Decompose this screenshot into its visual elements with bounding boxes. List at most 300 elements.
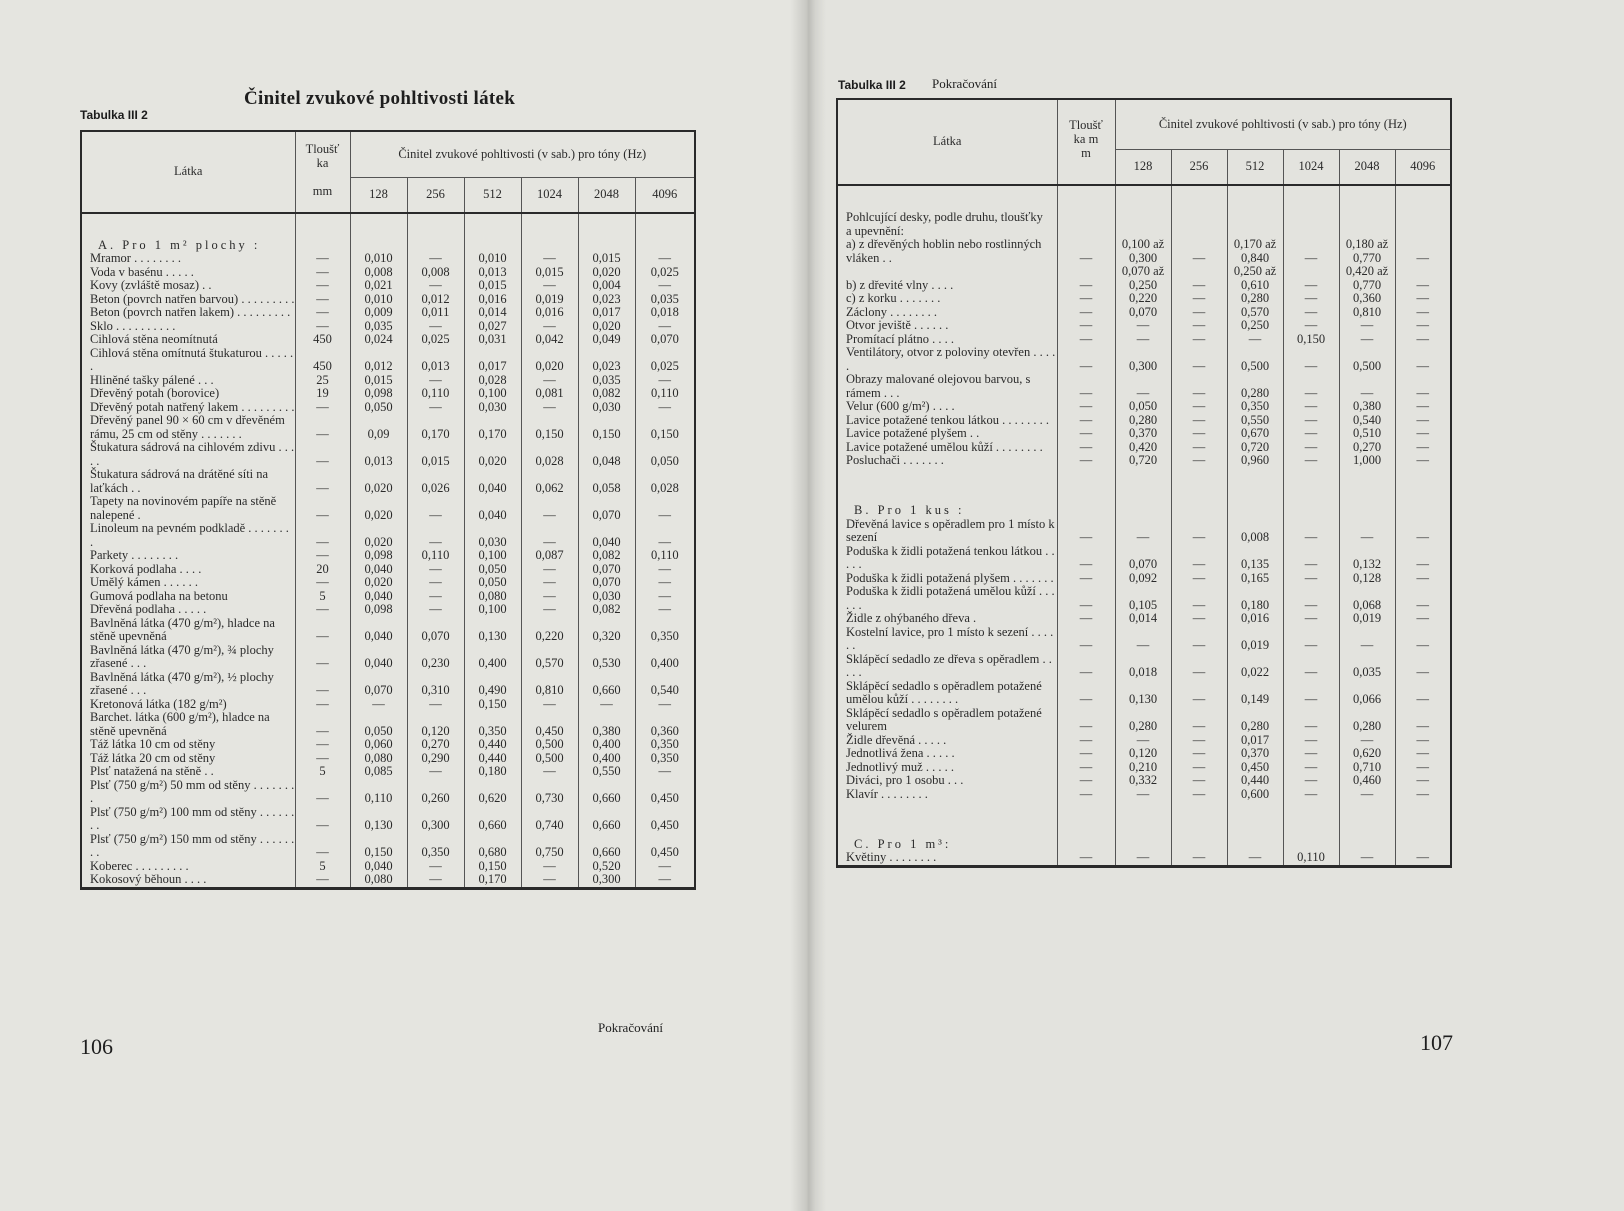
section-title: B. Pro 1 kus : xyxy=(854,503,965,517)
value-cell: 0,360 xyxy=(1339,292,1395,306)
value-cell: 0,070 až 0,250 xyxy=(1115,265,1171,292)
value-cell: — xyxy=(521,252,578,266)
material-name: Barchet. látka (600 g/m²), hladce na stěně upevněná xyxy=(90,710,270,738)
value-cell: 0,030 xyxy=(578,401,635,415)
value-cell: — xyxy=(1339,373,1395,400)
value-cell: 0,031 xyxy=(464,333,521,347)
value-cell: — xyxy=(407,603,464,617)
value-cell: — xyxy=(1339,333,1395,347)
table-row xyxy=(837,761,1451,775)
table-label: Tabulka III 2 xyxy=(838,78,906,92)
value-cell: 0,350 xyxy=(407,833,464,860)
material-name: Koberec . . . . . . . . . xyxy=(90,858,189,873)
material-name: Voda v basénu . . . . . xyxy=(90,264,194,279)
thickness-cell: — xyxy=(295,671,350,698)
material-name: Hliněné tašky pálené . . . xyxy=(90,372,214,387)
table-row xyxy=(81,495,695,522)
value-cell: — xyxy=(1395,373,1451,400)
value-cell: — xyxy=(521,279,578,293)
value-cell: 0,008 xyxy=(407,266,464,280)
value-cell: — xyxy=(407,563,464,577)
value-cell: 0,016 xyxy=(1227,612,1283,626)
thickness-cell: — xyxy=(1057,427,1115,441)
header-freq-4096: 4096 xyxy=(635,177,695,213)
value-cell: 0,014 xyxy=(464,306,521,320)
table-row xyxy=(837,441,1451,455)
value-cell: 0,013 xyxy=(407,347,464,374)
material-name: b) z dřevité vlny . . . . xyxy=(846,277,954,292)
value-cell: 0,014 xyxy=(1115,612,1171,626)
value-cell: 0,050 xyxy=(464,576,521,590)
table-row xyxy=(837,680,1451,707)
table-row xyxy=(81,374,695,388)
value-cell: — xyxy=(1283,292,1339,306)
value-cell: 0,110 xyxy=(350,779,407,806)
header-coef: Činitel zvukové pohltivosti (v sab.) pro tóny (Hz) xyxy=(1115,99,1451,149)
material-name: Otvor jeviště . . . . . . xyxy=(846,318,949,332)
value-cell: 0,013 xyxy=(464,266,521,280)
value-cell: — xyxy=(1283,585,1339,612)
value-cell: 0,040 xyxy=(350,860,407,874)
value-cell: 0,510 xyxy=(1339,427,1395,441)
material-name: Tapety na novinovém papíře na stěně nalepené . xyxy=(90,494,277,522)
value-cell: 0,149 xyxy=(1227,680,1283,707)
thickness-cell: 5 xyxy=(295,860,350,874)
value-cell: 0,028 xyxy=(635,468,695,495)
value-cell: 0,020 xyxy=(578,320,635,334)
thickness-cell: — xyxy=(1057,265,1115,292)
value-cell: 0,150 xyxy=(350,833,407,860)
header-freq-128: 128 xyxy=(1115,149,1171,185)
thickness-cell: — xyxy=(1057,441,1115,455)
value-cell: 0,170 xyxy=(464,414,521,441)
value-cell: 0,019 xyxy=(1339,612,1395,626)
value-cell: — xyxy=(1283,454,1339,468)
value-cell: 0,750 xyxy=(521,833,578,860)
header-thickness-label: Tloušťka mm xyxy=(1069,118,1103,160)
thickness-cell: 450 xyxy=(295,347,350,374)
value-cell: 0,570 xyxy=(521,644,578,671)
value-cell: 0,170 xyxy=(407,414,464,441)
value-cell: 0,132 xyxy=(1339,545,1395,572)
material-name: Velur (600 g/m²) . . . . xyxy=(846,399,955,413)
value-cell: — xyxy=(1395,626,1451,653)
value-cell: — xyxy=(1171,612,1227,626)
value-cell: — xyxy=(1395,238,1451,265)
table-row xyxy=(837,734,1451,748)
value-cell: 0,030 xyxy=(464,401,521,415)
value-cell: 0,025 xyxy=(635,266,695,280)
value-cell: 0,098 xyxy=(350,387,407,401)
value-cell: 0,070 xyxy=(1115,545,1171,572)
material-name: Umělý kámen . . . . . . xyxy=(90,575,198,589)
material-name: Dřevěná lavice s opěradlem pro 1 místo k sezení xyxy=(846,516,1055,544)
thickness-cell: — xyxy=(1057,851,1115,866)
material-name: Mramor . . . . . . . . xyxy=(90,251,181,265)
table-row xyxy=(81,401,695,415)
value-cell: — xyxy=(635,698,695,712)
material-name: Bavlněná látka (470 g/m²), hladce na stěně upevněná xyxy=(90,615,275,643)
thickness-cell: 450 xyxy=(295,333,350,347)
value-cell: 0,230 xyxy=(407,644,464,671)
value-cell: 0,810 xyxy=(521,671,578,698)
value-cell: — xyxy=(1171,441,1227,455)
value-cell: — xyxy=(521,576,578,590)
absorption-table-left xyxy=(80,130,696,890)
material-name: Sklápěcí sedadlo ze dřeva s opěradlem . . . . . xyxy=(846,651,1052,679)
value-cell: 0,020 xyxy=(464,441,521,468)
table-row xyxy=(81,779,695,806)
header-latka: Látka xyxy=(837,99,1057,185)
value-cell: 0,105 xyxy=(1115,585,1171,612)
value-cell: 0,082 xyxy=(578,387,635,401)
value-cell: 0,500 xyxy=(521,738,578,752)
thickness-cell: — xyxy=(295,873,350,888)
value-cell: — xyxy=(407,320,464,334)
value-cell: 0,049 xyxy=(578,333,635,347)
value-cell: 0,530 xyxy=(578,644,635,671)
value-cell: 0,450 xyxy=(521,711,578,738)
value-cell: 0,150 xyxy=(464,860,521,874)
value-cell: — xyxy=(1283,427,1339,441)
value-cell: 0,370 xyxy=(1227,747,1283,761)
value-cell: — xyxy=(1171,414,1227,428)
header-freq-256: 256 xyxy=(1171,149,1227,185)
value-cell: 0,004 xyxy=(578,279,635,293)
value-cell: — xyxy=(1171,788,1227,802)
material-name: Táž látka 10 cm od stěny xyxy=(90,737,216,751)
thickness-cell: — xyxy=(295,779,350,806)
value-cell: 0,030 xyxy=(578,590,635,604)
thickness-cell: — xyxy=(1057,518,1115,545)
header-freq-2048: 2048 xyxy=(1339,149,1395,185)
value-cell: 0,040 xyxy=(350,617,407,644)
value-cell: 0,110 xyxy=(407,549,464,563)
value-cell: 0,680 xyxy=(464,833,521,860)
table-row xyxy=(837,612,1451,626)
value-cell: 0,400 xyxy=(464,644,521,671)
material-name: Štukatura sádrová na drátěné síti na laťkách . . xyxy=(90,467,269,495)
value-cell: 0,600 xyxy=(1227,788,1283,802)
value-cell: — xyxy=(1171,774,1227,788)
material-name: Židle z ohýbaného dřeva . xyxy=(846,611,977,625)
value-cell: 0,500 xyxy=(521,752,578,766)
value-cell: — xyxy=(407,252,464,266)
material-name: Dřevěný potah natřený lakem . . . . . . . . . xyxy=(90,399,295,414)
value-cell: 0,068 xyxy=(1339,585,1395,612)
value-cell: — xyxy=(1283,414,1339,428)
value-cell: 0,015 xyxy=(350,374,407,388)
value-cell: — xyxy=(1395,707,1451,734)
value-cell: 0,040 xyxy=(350,590,407,604)
material-name: Ventilátory, otvor z poloviny otevřen . . . . . xyxy=(846,345,1056,373)
section-title: C. Pro 1 m³: xyxy=(854,836,952,851)
value-cell: 0,070 xyxy=(578,563,635,577)
thickness-cell: — xyxy=(295,617,350,644)
material-name: Sklo . . . . . . . . . . xyxy=(90,318,176,333)
value-cell: 0,015 xyxy=(521,266,578,280)
value-cell: 0,100 xyxy=(464,549,521,563)
value-cell: — xyxy=(1395,319,1451,333)
value-cell: 0,020 xyxy=(350,576,407,590)
value-cell: 0,300 xyxy=(407,806,464,833)
value-cell: — xyxy=(350,698,407,712)
header-freq-512: 512 xyxy=(1227,149,1283,185)
value-cell: 0,058 xyxy=(578,468,635,495)
value-cell: — xyxy=(1283,707,1339,734)
table-row xyxy=(837,653,1451,680)
value-cell: — xyxy=(1339,734,1395,748)
value-cell: 0,550 xyxy=(1227,414,1283,428)
table-row xyxy=(81,603,695,617)
value-cell: 0,300 xyxy=(1115,346,1171,373)
value-cell: 0,035 xyxy=(578,374,635,388)
value-cell: — xyxy=(1115,373,1171,400)
material-name: Poduška k židli potažená plyšem . . . . . . . xyxy=(846,570,1054,585)
material-name: Kostelní lavice, pro 1 místo k sezení . . . . . . xyxy=(846,624,1054,652)
value-cell: — xyxy=(407,873,464,888)
value-cell: 0,082 xyxy=(578,549,635,563)
value-cell: — xyxy=(1171,707,1227,734)
value-cell: 0,023 xyxy=(578,347,635,374)
material-name: Židle dřevěná . . . . . xyxy=(846,732,947,747)
value-cell: — xyxy=(635,522,695,549)
value-cell: — xyxy=(521,401,578,415)
value-cell: — xyxy=(1171,680,1227,707)
value-cell: 0,020 xyxy=(350,522,407,549)
table-row xyxy=(81,806,695,833)
material-name: Táž látka 20 cm od stěny xyxy=(90,750,216,765)
value-cell: — xyxy=(1395,333,1451,347)
table-row xyxy=(81,698,695,712)
value-cell: 0,035 xyxy=(1339,653,1395,680)
header-thickness xyxy=(1057,99,1115,185)
value-cell: 0,008 xyxy=(1227,518,1283,545)
value-cell: — xyxy=(1395,545,1451,572)
value-cell: — xyxy=(407,576,464,590)
value-cell: 0,035 xyxy=(350,320,407,334)
value-cell: 0,100 až 0,300 xyxy=(1115,238,1171,265)
material-name: Jednotlivý muž . . . . . xyxy=(846,759,954,774)
thickness-cell: — xyxy=(1057,454,1115,468)
value-cell: — xyxy=(1395,454,1451,468)
value-cell: 0,025 xyxy=(635,347,695,374)
table-row xyxy=(837,788,1451,802)
thickness-cell: — xyxy=(295,414,350,441)
value-cell: — xyxy=(1283,680,1339,707)
header-latka: Látka xyxy=(81,131,295,213)
table-row xyxy=(81,590,695,604)
value-cell: 0,018 xyxy=(635,306,695,320)
value-cell: 0,018 xyxy=(1115,653,1171,680)
value-cell: — xyxy=(1227,333,1283,347)
value-cell: — xyxy=(407,698,464,712)
left-page xyxy=(0,0,808,1211)
value-cell: — xyxy=(1115,518,1171,545)
value-cell: 0,050 xyxy=(464,563,521,577)
value-cell: — xyxy=(1171,545,1227,572)
value-cell: 0,150 xyxy=(464,698,521,712)
value-cell: 0,128 xyxy=(1339,572,1395,586)
value-cell: — xyxy=(1395,747,1451,761)
table-row xyxy=(837,346,1451,373)
value-cell: — xyxy=(1395,585,1451,612)
material-name: Sklápěcí sedadlo s opěradlem potažené umělou kůží . . . . . . . . xyxy=(846,678,1042,706)
value-cell: — xyxy=(1171,653,1227,680)
value-cell: 0,660 xyxy=(578,671,635,698)
value-cell: 0,020 xyxy=(350,495,407,522)
thickness-cell: — xyxy=(1057,333,1115,347)
value-cell: 0,050 xyxy=(350,401,407,415)
value-cell: 0,660 xyxy=(578,833,635,860)
value-cell: 0,017 xyxy=(464,347,521,374)
thickness-cell: — xyxy=(295,306,350,320)
value-cell: 0,100 xyxy=(464,387,521,401)
value-cell: 0,019 xyxy=(521,293,578,307)
value-cell: — xyxy=(1283,612,1339,626)
thickness-cell: — xyxy=(295,252,350,266)
value-cell: — xyxy=(1171,373,1227,400)
value-cell: 0,150 xyxy=(1283,333,1339,347)
material-name: Posluchači . . . . . . . xyxy=(846,453,944,467)
value-cell: — xyxy=(635,563,695,577)
table-row xyxy=(837,585,1451,612)
table-row xyxy=(837,400,1451,414)
material-name: Dřevěný potah (borovice) xyxy=(90,386,220,400)
material-name: Korková podlaha . . . . xyxy=(90,561,202,576)
value-cell: — xyxy=(635,401,695,415)
thickness-cell: — xyxy=(1057,400,1115,414)
value-cell: — xyxy=(1395,306,1451,320)
table-row xyxy=(81,414,695,441)
value-cell: — xyxy=(578,698,635,712)
table-caption: Činitel zvukové pohltivosti látek xyxy=(244,88,516,109)
table-row xyxy=(81,738,695,752)
value-cell: 0,120 xyxy=(407,711,464,738)
material-name: Jednotlivá žena . . . . . xyxy=(846,746,955,760)
thickness-cell: — xyxy=(1057,680,1115,707)
value-cell: 0,270 xyxy=(407,738,464,752)
value-cell: 0,070 xyxy=(350,671,407,698)
value-cell: 0,350 xyxy=(635,752,695,766)
value-cell: — xyxy=(1171,585,1227,612)
value-cell: 0,011 xyxy=(407,306,464,320)
header-coef: Činitel zvukové pohltivosti (v sab.) pro tóny (Hz) xyxy=(350,131,695,177)
value-cell: 0,290 xyxy=(407,752,464,766)
table-row xyxy=(81,387,695,401)
material-name: Poduška k židli potažená umělou kůží . . . . . . xyxy=(846,584,1055,612)
thickness-cell: — xyxy=(295,401,350,415)
value-cell: 0,017 xyxy=(578,306,635,320)
value-cell: 0,320 xyxy=(578,617,635,644)
value-cell: — xyxy=(1339,518,1395,545)
value-cell: 0,070 xyxy=(578,576,635,590)
table-row xyxy=(81,320,695,334)
table-row xyxy=(837,707,1451,734)
value-cell: — xyxy=(407,401,464,415)
value-cell: 0,380 xyxy=(578,711,635,738)
value-cell: — xyxy=(635,576,695,590)
value-cell: — xyxy=(635,495,695,522)
value-cell: — xyxy=(407,279,464,293)
value-cell: 0,350 xyxy=(464,711,521,738)
header-freq-256: 256 xyxy=(407,177,464,213)
value-cell: — xyxy=(521,320,578,334)
value-cell: 0,220 xyxy=(1115,292,1171,306)
value-cell: 0,960 xyxy=(1227,454,1283,468)
value-cell: 0,660 xyxy=(578,779,635,806)
value-cell: — xyxy=(1171,851,1227,866)
table-row xyxy=(837,427,1451,441)
value-cell: — xyxy=(1283,774,1339,788)
value-cell: — xyxy=(1395,400,1451,414)
value-cell: 0,080 xyxy=(350,873,407,888)
value-cell: 0,070 xyxy=(407,617,464,644)
value-cell: — xyxy=(407,860,464,874)
value-cell: — xyxy=(1395,761,1451,775)
value-cell: 0,280 xyxy=(1227,292,1283,306)
value-cell: 0,020 xyxy=(350,468,407,495)
value-cell: — xyxy=(635,873,695,888)
thickness-cell: 5 xyxy=(295,590,350,604)
value-cell: 0,670 xyxy=(1227,427,1283,441)
value-cell: — xyxy=(407,522,464,549)
value-cell: 0,024 xyxy=(350,333,407,347)
material-name: Beton (povrch natřen lakem) . . . . . . . . . xyxy=(90,305,291,319)
thickness-cell: — xyxy=(295,495,350,522)
material-name: Obrazy malované olejovou barvou, s rámem . . . xyxy=(846,372,1031,400)
value-cell: — xyxy=(1115,788,1171,802)
value-cell: 0,130 xyxy=(1115,680,1171,707)
value-cell: — xyxy=(1171,346,1227,373)
value-cell: — xyxy=(1283,788,1339,802)
material-name: Lavice potažené plyšem . . xyxy=(846,426,980,440)
value-cell: — xyxy=(407,374,464,388)
book-spine xyxy=(790,0,826,1211)
table-row xyxy=(837,306,1451,320)
value-cell: 0,280 xyxy=(1115,707,1171,734)
value-cell: — xyxy=(1171,427,1227,441)
value-cell: 0,021 xyxy=(350,279,407,293)
value-cell: 0,460 xyxy=(1339,774,1395,788)
table-row xyxy=(837,545,1451,572)
table-label: Tabulka III 2 xyxy=(80,108,148,122)
value-cell: 0,010 xyxy=(350,252,407,266)
value-cell: — xyxy=(407,590,464,604)
material-name: Plsť (750 g/m²) 150 mm od stěny . . . . . . . . xyxy=(90,831,295,859)
value-cell: — xyxy=(1171,454,1227,468)
value-cell: 0,022 xyxy=(1227,653,1283,680)
value-cell: 0,040 xyxy=(464,468,521,495)
value-cell: 0,012 xyxy=(350,347,407,374)
value-cell: — xyxy=(1283,518,1339,545)
value-cell: 0,150 xyxy=(578,414,635,441)
thickness-cell: — xyxy=(295,644,350,671)
value-cell: — xyxy=(1339,626,1395,653)
value-cell: 0,280 xyxy=(1227,373,1283,400)
thickness-cell: — xyxy=(1057,761,1115,775)
header-freq-1024: 1024 xyxy=(1283,149,1339,185)
thickness-cell: — xyxy=(295,738,350,752)
value-cell: — xyxy=(1283,761,1339,775)
value-cell: — xyxy=(1395,427,1451,441)
thickness-cell: — xyxy=(295,806,350,833)
value-cell: 0,540 xyxy=(1339,414,1395,428)
table-row xyxy=(837,414,1451,428)
value-cell: 0,400 xyxy=(578,752,635,766)
material-name: Kokosový běhoun . . . . xyxy=(90,872,207,886)
value-cell: 0,280 xyxy=(1115,414,1171,428)
